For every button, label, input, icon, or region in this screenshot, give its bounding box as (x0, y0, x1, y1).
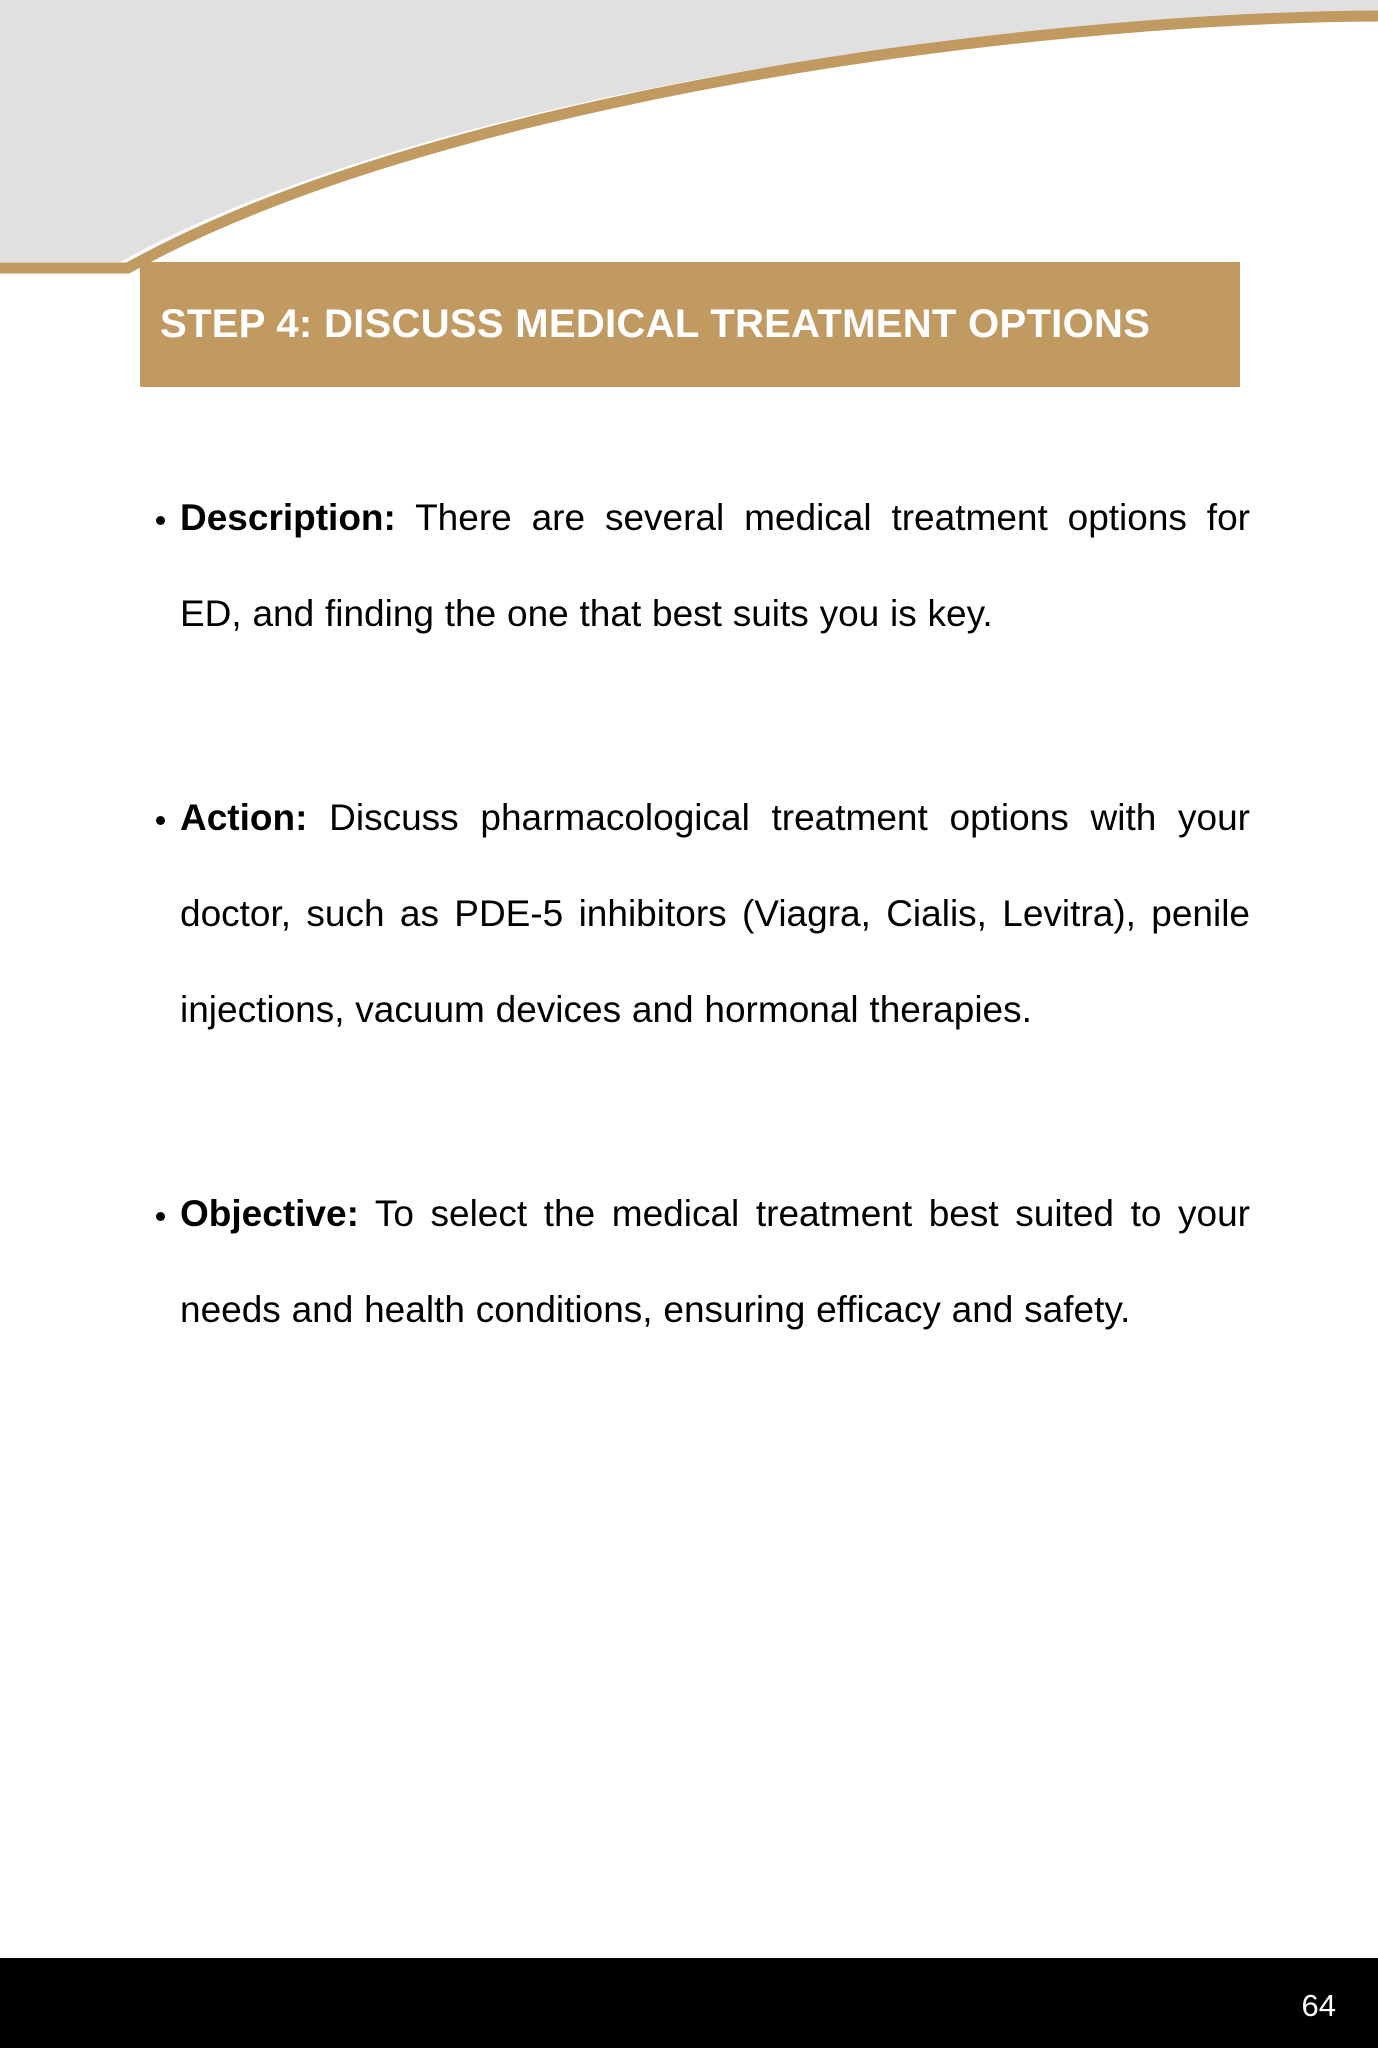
list-item-label: Description: (180, 497, 396, 538)
list-item-label: Action: (180, 797, 308, 838)
list-item-body: There are several medical treatment options for ED, and finding the one that best suits you is key. (180, 497, 1250, 634)
list-item-text (180, 470, 1250, 662)
bullet-dot-icon (140, 470, 180, 566)
footer-bar (0, 1958, 1378, 2048)
bullet-dot-icon (140, 770, 180, 866)
list-item-text (180, 770, 1250, 1058)
header-decoration (0, 0, 1378, 300)
list-item-label: Objective: (180, 1193, 359, 1234)
list-item-text (180, 1166, 1250, 1358)
list-item-body: To select the medical treatment best suited to your needs and health conditions, ensuring efficacy and safety. (180, 1193, 1250, 1330)
list-item-body: Discuss pharmacological treatment options with your doctor, such as PDE-5 inhibitors (Viagra, Cialis, Levitra), penile injections, vacuum devices and hormonal therapies. (180, 797, 1250, 1030)
swoosh-fill-shape (0, 0, 1378, 262)
page-number: 64 (1301, 1988, 1336, 2023)
slide-title-bar (140, 262, 1240, 387)
list-item (140, 1166, 1250, 1358)
bullet-dot-icon (140, 1166, 180, 1262)
page-title: STEP 4: DISCUSS MEDICAL TREATMENT OPTIONS (160, 302, 1151, 346)
list-item (140, 470, 1250, 662)
bullet-list (140, 470, 1250, 1358)
list-item (140, 770, 1250, 1058)
